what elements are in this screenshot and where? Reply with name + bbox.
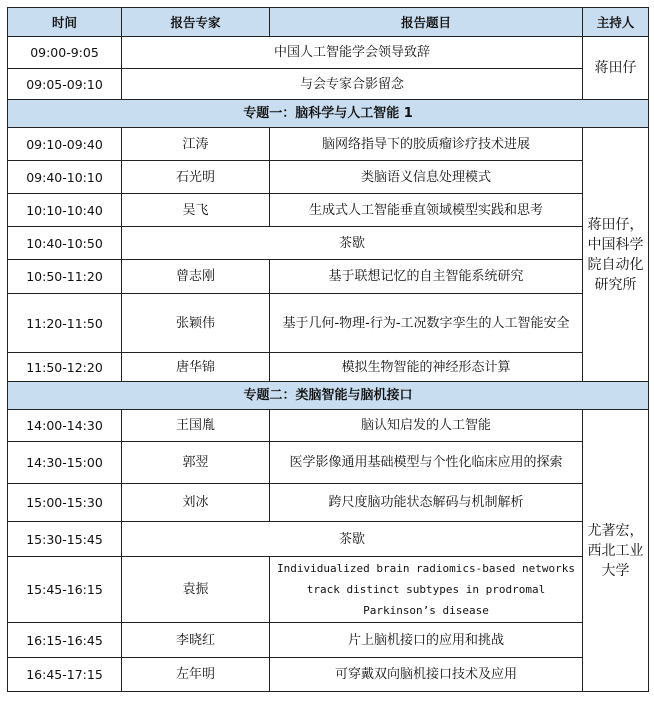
speaker-cell: 唐华锦 [122,353,270,382]
speaker-cell: 李晓红 [122,623,270,658]
time-cell: 10:50-11:20 [8,260,122,294]
title-cell: 模拟生物智能的神经形态计算 [270,353,583,382]
time-cell: 10:10-10:40 [8,194,122,227]
title-cell: 片上脑机接口的应用和挑战 [270,623,583,658]
break-row [8,227,649,260]
schedule-table [7,7,649,692]
title-cell: 脑网络指导下的胶质瘤诊疗技术进展 [270,128,583,161]
time-cell: 16:15-16:45 [8,623,122,658]
title-cell: 医学影像通用基础模型与个性化临床应用的探索 [270,442,583,484]
time-cell: 09:10-09:40 [8,128,122,161]
table-row [8,557,649,623]
table-row [8,442,649,484]
speaker-cell: 张颖伟 [122,294,270,353]
time-cell: 11:50-12:20 [8,353,122,382]
speaker-cell: 袁振 [122,557,270,623]
title-cell: 基于联想记忆的自主智能系统研究 [270,260,583,294]
time-cell: 14:30-15:00 [8,442,122,484]
speaker-cell: 王国胤 [122,410,270,442]
speaker-cell: 石光明 [122,161,270,194]
table-row [8,623,649,658]
title-cell: 基于几何-物理-行为-工况数字孪生的人工智能安全 [270,294,583,353]
table-row [8,128,649,161]
table-row [8,353,649,382]
title-cell: 跨尺度脑功能状态解码与机制解析 [270,484,583,522]
time-cell: 09:40-10:10 [8,161,122,194]
speaker-cell: 吴飞 [122,194,270,227]
time-cell: 15:45-16:15 [8,557,122,623]
break-cell: 茶歇 [122,227,583,260]
time-cell: 09:00-9:05 [8,37,122,69]
table-row [8,260,649,294]
table-row [8,37,649,69]
host-cell: 蒋田仔，中国科学院自动化研究所 [583,128,649,382]
header-row [8,8,649,37]
time-cell: 11:20-11:50 [8,294,122,353]
header-host: 主持人 [583,8,649,37]
time-cell: 09:05-09:10 [8,69,122,100]
session-title: 专题一：脑科学与人工智能 1 [8,100,649,128]
header-topic: 报告题目 [270,8,583,37]
speaker-cell: 左年明 [122,658,270,692]
table-row [8,484,649,522]
session-row [8,382,649,410]
table-row [8,69,649,100]
table-row [8,658,649,692]
break-cell: 茶歇 [122,522,583,557]
speaker-cell: 江涛 [122,128,270,161]
time-cell: 14:00-14:30 [8,410,122,442]
title-cell: Individualized brain radiomics-based networks track distinct subtypes in prodromal Parkinson’s disease [270,557,583,623]
session-title: 专题二：类脑智能与脑机接口 [8,382,649,410]
table-row [8,161,649,194]
session-row [8,100,649,128]
title-cell: 可穿戴双向脑机接口技术及应用 [270,658,583,692]
host-cell: 尤著宏，西北工业大学 [583,410,649,692]
title-cell: 类脑语义信息处理模式 [270,161,583,194]
time-cell: 15:00-15:30 [8,484,122,522]
table-row [8,194,649,227]
table-row [8,294,649,353]
title-cell: 中国人工智能学会领导致辞 [122,37,583,69]
title-cell: 与会专家合影留念 [122,69,583,100]
title-cell: 脑认知启发的人工智能 [270,410,583,442]
time-cell: 16:45-17:15 [8,658,122,692]
speaker-cell: 郭翌 [122,442,270,484]
time-cell: 10:40-10:50 [8,227,122,260]
speaker-cell: 曾志刚 [122,260,270,294]
break-row [8,522,649,557]
title-cell: 生成式人工智能垂直领域模型实践和思考 [270,194,583,227]
header-expert: 报告专家 [122,8,270,37]
speaker-cell: 刘冰 [122,484,270,522]
time-cell: 15:30-15:45 [8,522,122,557]
header-time: 时间 [8,8,122,37]
table-row [8,410,649,442]
host-cell: 蒋田仔 [583,37,649,100]
